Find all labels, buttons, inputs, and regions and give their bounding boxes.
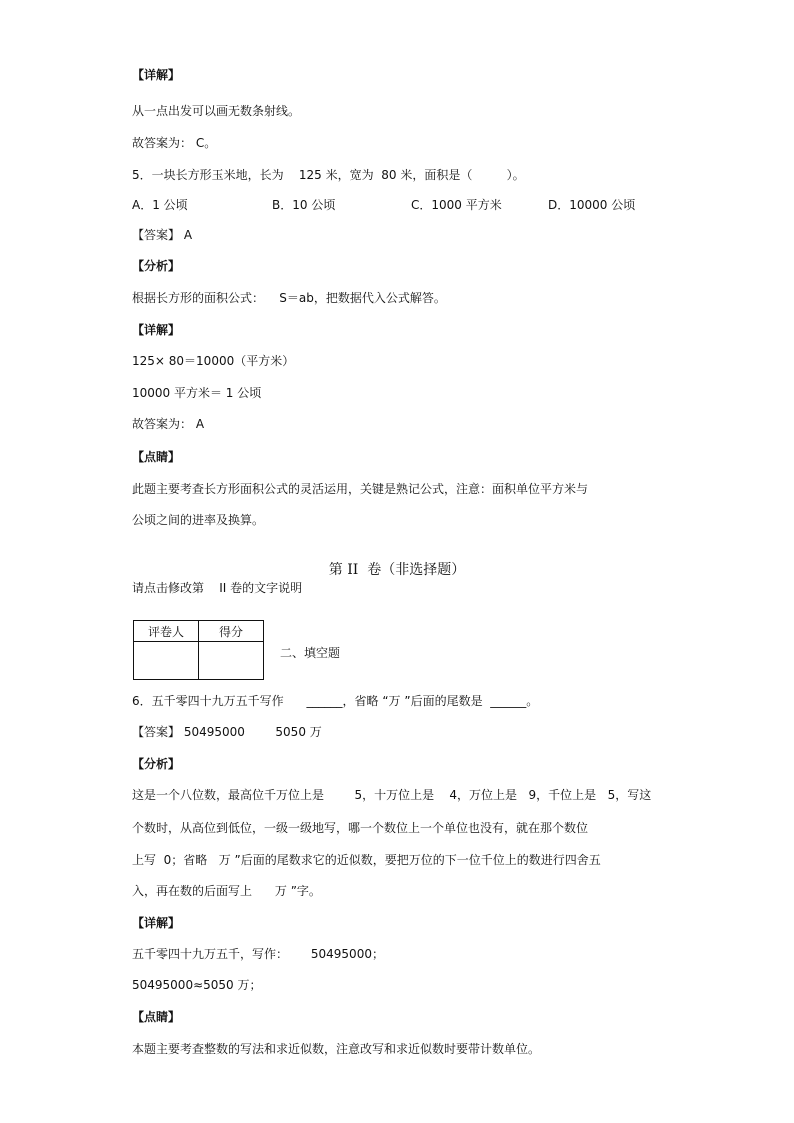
grader-table — [133, 620, 264, 680]
q5-analysis-text: 根据长方形的面积公式： S＝ab，把数据代入公式解答。 — [132, 291, 446, 305]
q5-option-c: C．1000 平方米 — [411, 198, 502, 212]
q6-stem: 6．五千零四十九万五千写作 ______，省略 “万 ”后面的尾数是 ______。 — [132, 694, 539, 708]
section-heading: 二、填空题 — [280, 646, 341, 660]
grader-header-score: 得分 — [199, 621, 264, 642]
q6-analysis-line: 这是一个八位数，最高位千万位上是 5，十万位上是 4，万位上是 9，千位上是 5，写这 — [132, 788, 652, 802]
q5-comment-line: 公顷之间的进率及换算。 — [132, 513, 265, 527]
q6-answer: 【答案】 50495000 5050 万 — [132, 725, 322, 739]
q4-detail-text: 从一点出发可以画无数条射线。 — [132, 104, 301, 118]
q6-analysis-heading: 【分析】 — [132, 757, 181, 771]
q4-answer-line: 故答案为： C。 — [132, 136, 217, 150]
q6-comment-heading: 【点睛】 — [132, 1010, 181, 1024]
grader-cell-reviewer[interactable] — [134, 642, 199, 680]
grader-cell-score[interactable] — [199, 642, 264, 680]
q6-detail-heading: 【详解】 — [132, 916, 181, 930]
q5-comment-heading: 【点睛】 — [132, 450, 181, 464]
q5-option-a: A．1 公顷 — [132, 198, 188, 212]
q5-detail-line: 故答案为： A — [132, 417, 205, 431]
q6-detail-line: 五千零四十九万五千，写作： 50495000； — [132, 947, 384, 961]
q4-detail-heading: 【详解】 — [132, 68, 181, 82]
q6-comment-text: 本题主要考查整数的写法和求近似数，注意改写和求近似数时要带计数单位。 — [132, 1042, 541, 1056]
q6-analysis-line: 个数时，从高位到低位，一级一级地写，哪一个数位上一个单位也没有，就在那个数位 — [132, 821, 589, 835]
q5-option-d: D．10000 公顷 — [548, 198, 636, 212]
q5-analysis-heading: 【分析】 — [132, 259, 181, 273]
q5-stem: 5．一块长方形玉米地，长为 125 米，宽为 80 米，面积是（ ）。 — [132, 168, 525, 182]
q5-comment-line: 此题主要考查长方形面积公式的灵活运用，关键是熟记公式，注意：面积单位平方米与 — [132, 482, 589, 496]
q5-detail-heading: 【详解】 — [132, 323, 181, 337]
q5-detail-line: 10000 平方米＝ 1 公顷 — [132, 386, 262, 400]
q6-analysis-line: 入，再在数的后面写上 万 ”字。 — [132, 884, 321, 898]
q6-analysis-line: 上写 0；省略 万 ”后面的尾数求它的近似数，要把万位的下一位千位上的数进行四舍五 — [132, 853, 601, 867]
q5-detail-line: 125× 80＝10000（平方米） — [132, 354, 295, 368]
q5-option-b: B．10 公顷 — [272, 198, 336, 212]
q6-detail-line: 50495000≈5050 万； — [132, 978, 262, 992]
q5-answer: 【答案】 A — [132, 228, 193, 242]
part2-note: 请点击修改第 II 卷的文字说明 — [132, 581, 303, 595]
part2-title: 第 II 卷（非选择题） — [328, 562, 466, 578]
grader-header-reviewer: 评卷人 — [134, 621, 199, 642]
